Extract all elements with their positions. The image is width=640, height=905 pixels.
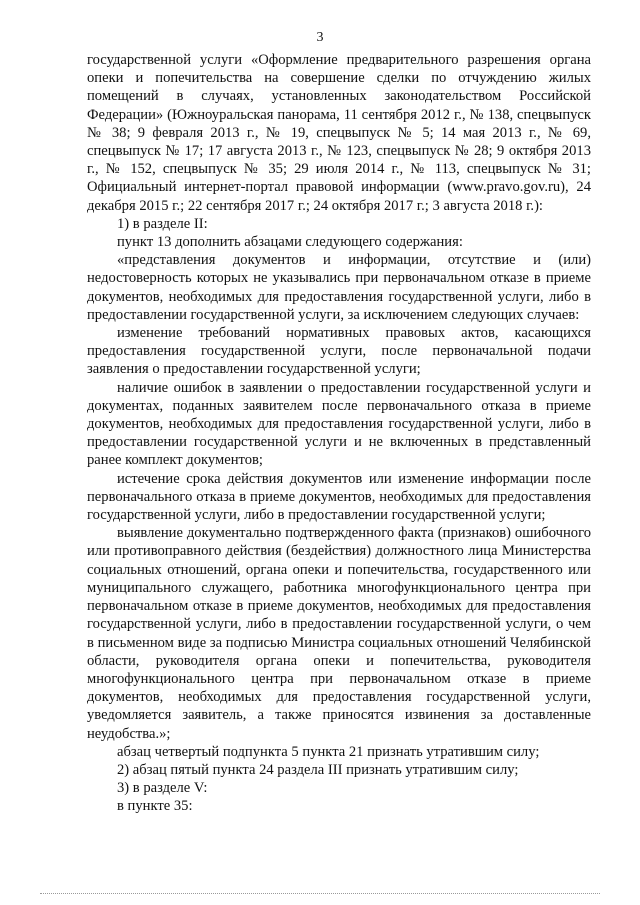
paragraph-section-5-heading: 3) в разделе V:	[117, 780, 208, 797]
paragraph-continuation: государственной услуги «Оформление предварительного разрешения органа опеки и попечительства на совершение сделки по отчуждению жилых помещений в случаях, установленных законодательством Российской Федерации» (Южноуральская панорама, 11 сентября 2012 г., № 138, спецвыпуск № 38; 9 февраля 2013 г., № 19, спецвыпуск № 5; 14 мая 2013 г., № 69, спецвыпуск № 17; 17 августа 2013 г., № 123, спецвыпуск № 28; 9 октября 2013 г., № 152, спецвыпуск № 35; 29 июля 2014 г., № 113, спецвыпуск № 31; Официальный интернет-портал правовой информации (www.pravo.gov.ru), 24 декабря 2015 г.; 22 сентября 2017 г.; 24 октября 2017 г.; 3 августа 2018 г.):	[87, 52, 591, 214]
paragraph-item-35-intro: в пункте 35:	[117, 798, 193, 815]
paragraph-exception-misconduct: выявление документально подтвержденного факта (признаков) ошибочного или противоправного действия (бездействия) должностного лица Министерства социальных отношений, органа опеки и попечительства, государственного или муниципального служащего, работника многофункционального центра при первоначальном отказе в приеме документов, необходимых для предоставления государственной услуги, либо в предоставлении государственной услуги, о чем в письменном виде за подписью Министра социальных отношений Челябинской области, руководителя органа опеки и попечительства, руководителя многофункционального центра при первоначальном отказе в приеме документов, необходимых для предоставления государственной услуги, уведомляется заявитель, а также приносятся извинения за доставленные неудобства.»;	[87, 525, 591, 742]
document-body	[87, 51, 591, 816]
paragraph-exception-expiry: истечение срока действия документов или изменение информации после первоначального отказа в приеме документов, необходимых для предоставления государственной услуги, либо в предоставлении государственной услуги;	[87, 470, 591, 524]
paragraph-exception-requirements-change: изменение требований нормативных правовых актов, касающихся предоставления государственной услуги, после первоначальной подачи заявления о предоставлении государственной услуги;	[87, 325, 591, 378]
paragraph-item-13-intro: пункт 13 дополнить абзацами следующего содержания:	[117, 234, 463, 251]
paragraph-documents-representation: «представления документов и информации, отсутствие и (или) недостоверность которых не указывались при первоначальном отказе в приеме документов, необходимых для предоставления государственной услуги, либо в предоставлении государственной услуги, за исключением следующих случаев:	[87, 252, 591, 323]
paragraph-exception-errors: наличие ошибок в заявлении о предоставлении государственной услуги и документах, поданных заявителем после первоначального отказа в приеме документов, необходимых для предоставления государственной услуги, либо в предоставлении государственной услуги и не включенных в представленный ранее комплект документов;	[87, 379, 591, 469]
page-number: 3	[316, 30, 324, 45]
footer-divider	[40, 893, 600, 894]
paragraph-section-2-heading: 1) в разделе II:	[117, 215, 208, 232]
paragraph-item-21-repeal: абзац четвертый подпункта 5 пункта 21 признать утратившим силу;	[117, 743, 540, 760]
paragraph-item-24-repeal: 2) абзац пятый пункта 24 раздела III признать утратившим силу;	[117, 761, 519, 778]
